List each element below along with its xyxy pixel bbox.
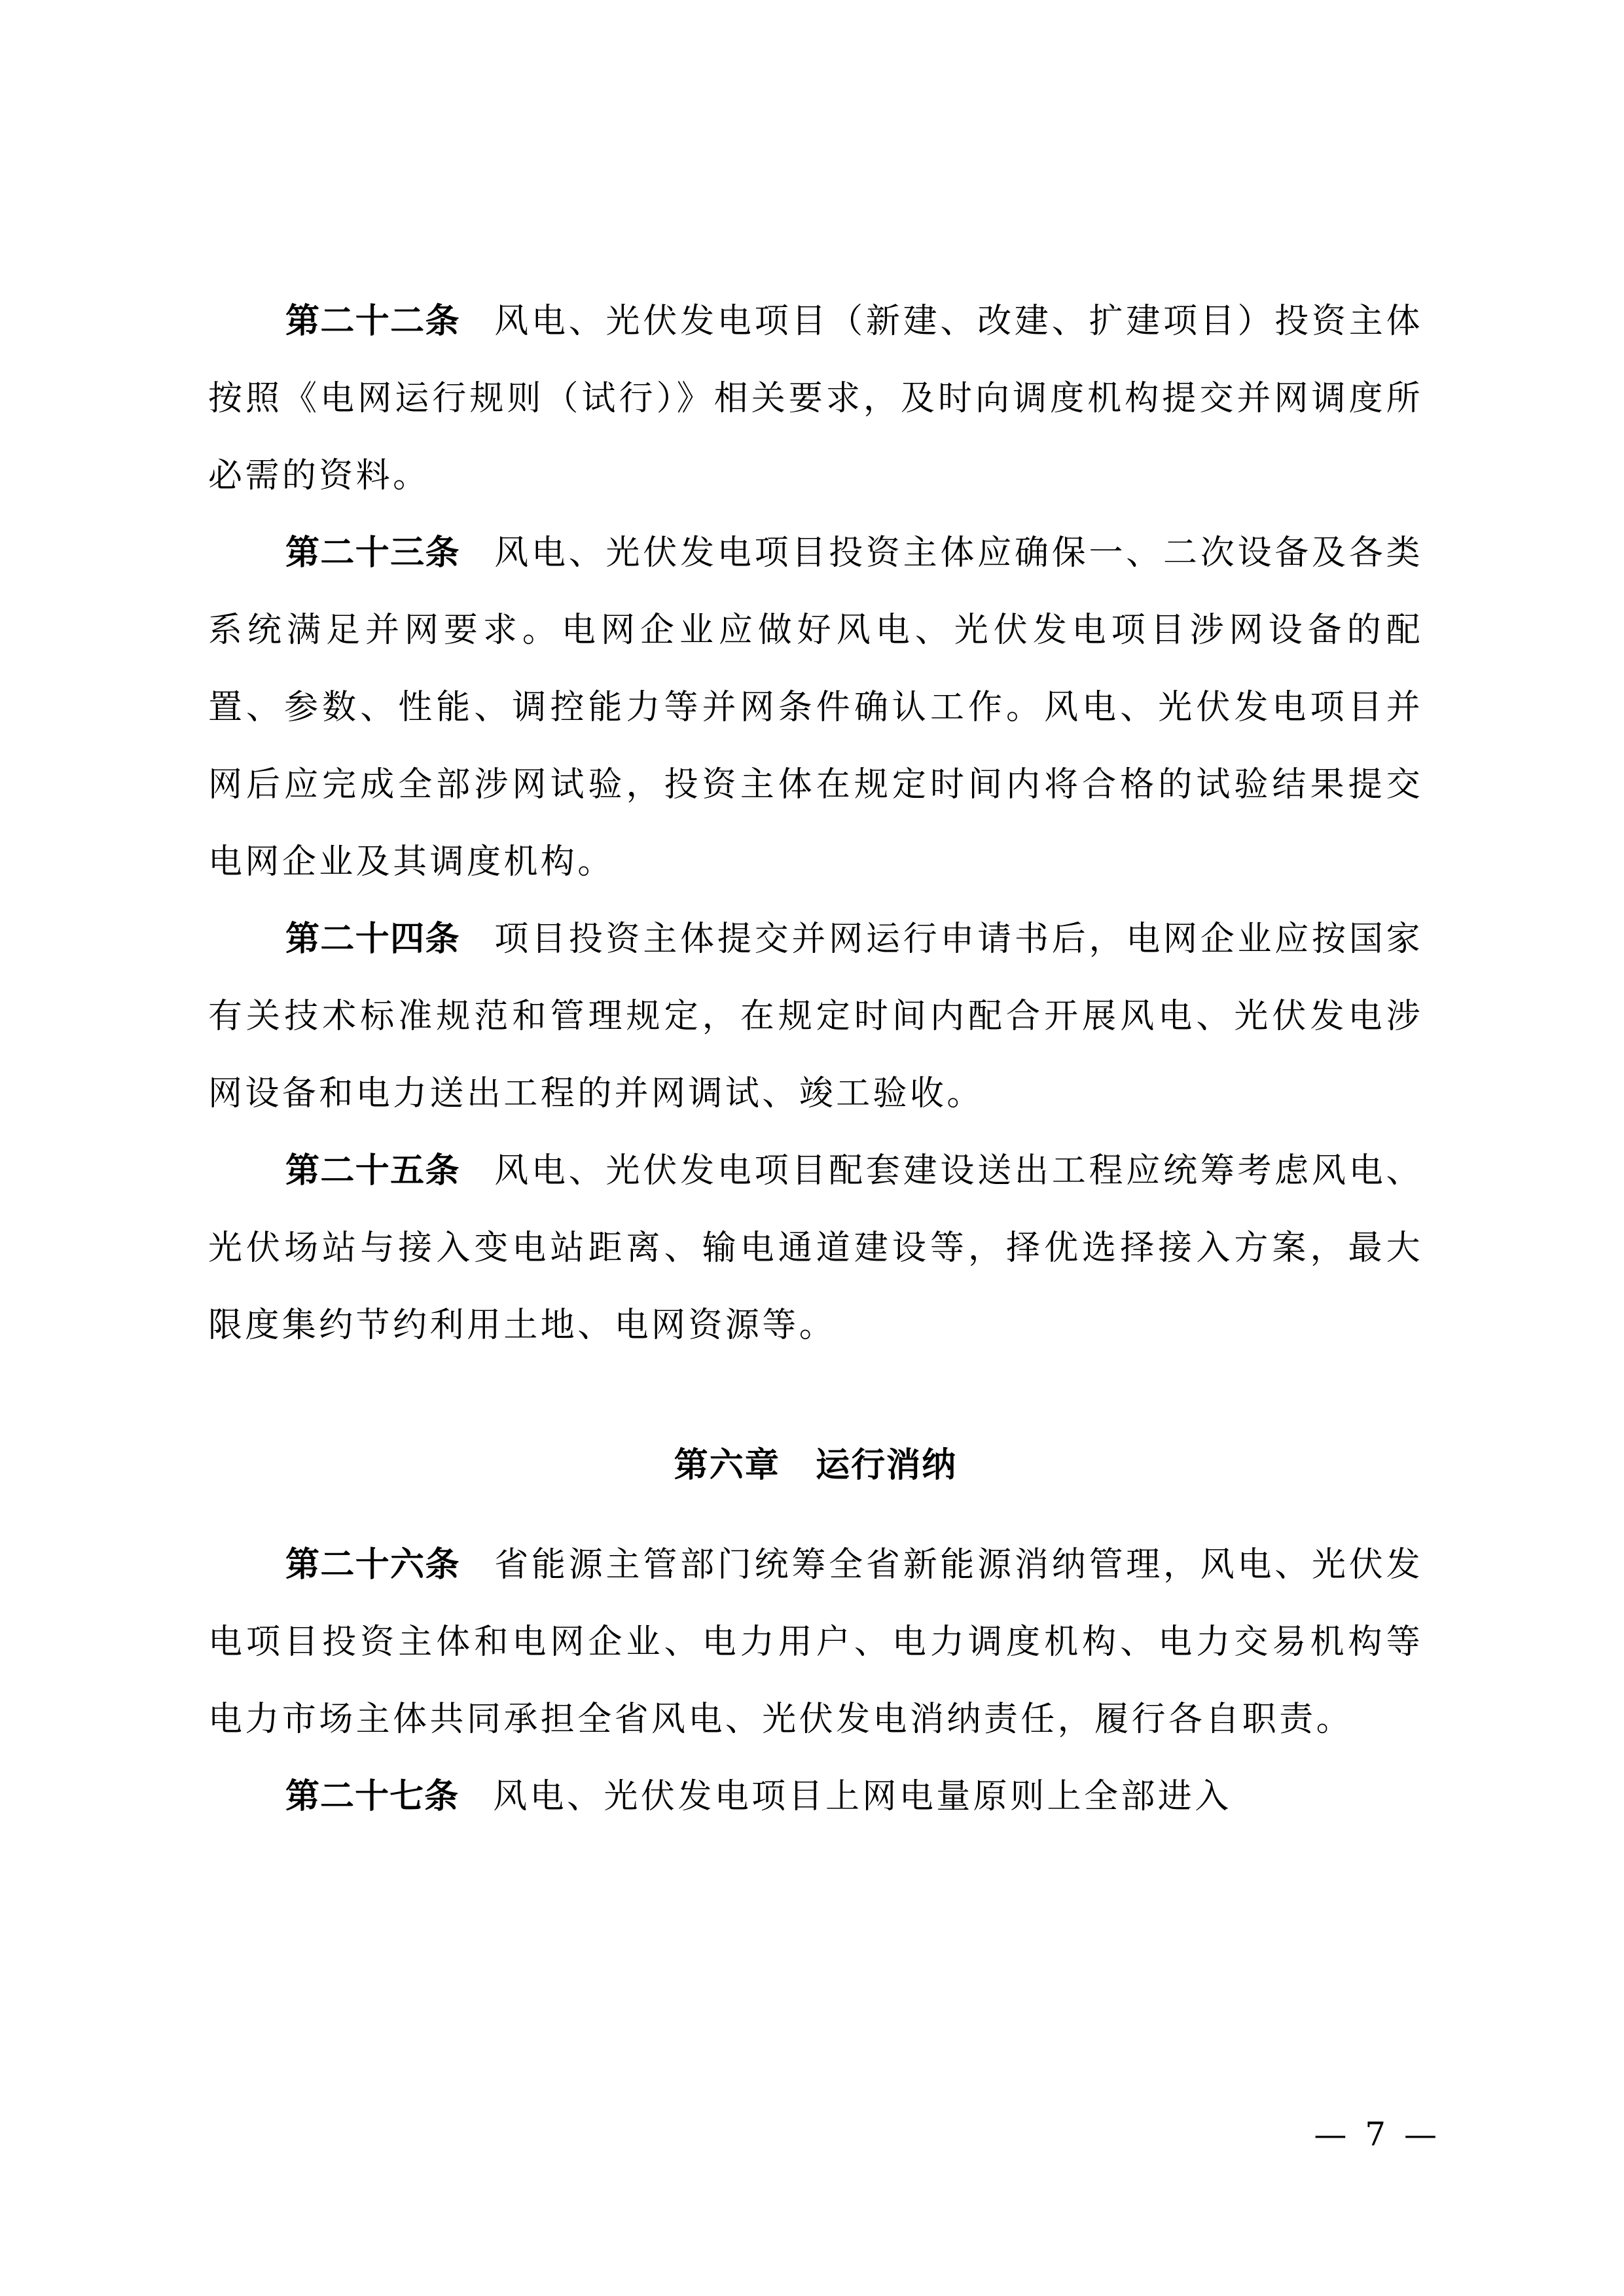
article-paragraph: [208, 1758, 1423, 1835]
article-body: 风电、光伏发电项目投资主体应确保一、二次设备及各类系统满足并网要求。电网企业应做好风电、光伏发电项目涉网设备的配置、参数、性能、调控能力等并网条件确认工作。风电、光伏发电项目并网后应完成全部涉网试验，投资主体在规定时间内将合格的试验结果提交电网企业及其调度机构。: [208, 533, 1423, 882]
article-body: 省能源主管部门统筹全省新能源消纳管理，风电、光伏发电项目投资主体和电网企业、电力用户、电力调度机构、电力交易机构等电力市场主体共同承担全省风电、光伏发电消纳责任，履行各自职责。: [208, 1545, 1423, 1739]
article-paragraph: [208, 514, 1423, 901]
article-number: 第二十四条: [285, 919, 460, 959]
article-separator: [460, 920, 494, 959]
article-separator: [460, 1545, 494, 1585]
article-number: 第二十七条: [285, 1776, 460, 1816]
article-number: 第二十六条: [285, 1545, 460, 1585]
article-paragraph: [208, 901, 1423, 1132]
article-body: 风电、光伏发电项目配套建设送出工程应统筹考虑风电、光伏场站与接入变电站距离、输电通道建设等，择优选择接入方案，最大限度集约节约利用土地、电网资源等。: [208, 1151, 1423, 1345]
page-number: — 7 —: [1314, 2115, 1441, 2153]
article-separator: [460, 302, 494, 341]
chapter-heading-wrapper: [208, 1427, 1423, 1504]
chapter-heading: 第六章 运行消纳: [674, 1446, 958, 1485]
article-number: 第二十三条: [285, 533, 460, 573]
article-paragraph: [208, 1526, 1423, 1758]
document-body: [208, 283, 1423, 1835]
article-separator: [459, 1777, 493, 1816]
article-number: 第二十五条: [285, 1151, 460, 1191]
article-paragraph: [208, 1132, 1423, 1364]
article-separator: [460, 533, 494, 573]
article-separator: [460, 1151, 494, 1191]
article-body: 项目投资主体提交并网运行申请书后，电网企业应按国家有关技术标准规范和管理规定，在规定时间内配合开展风电、光伏发电涉网设备和电力送出工程的并网调试、竣工验收。: [208, 920, 1423, 1113]
article-body: 风电、光伏发电项目（新建、改建、扩建项目）投资主体按照《电网运行规则（试行）》相关要求，及时向调度机构提交并网调度所必需的资料。: [208, 302, 1423, 495]
article-body: 风电、光伏发电项目上网电量原则上全部进入: [493, 1777, 1232, 1816]
page-footer: [0, 2115, 1624, 2153]
article-paragraph: [208, 283, 1423, 514]
article-number: 第二十二条: [285, 301, 460, 341]
